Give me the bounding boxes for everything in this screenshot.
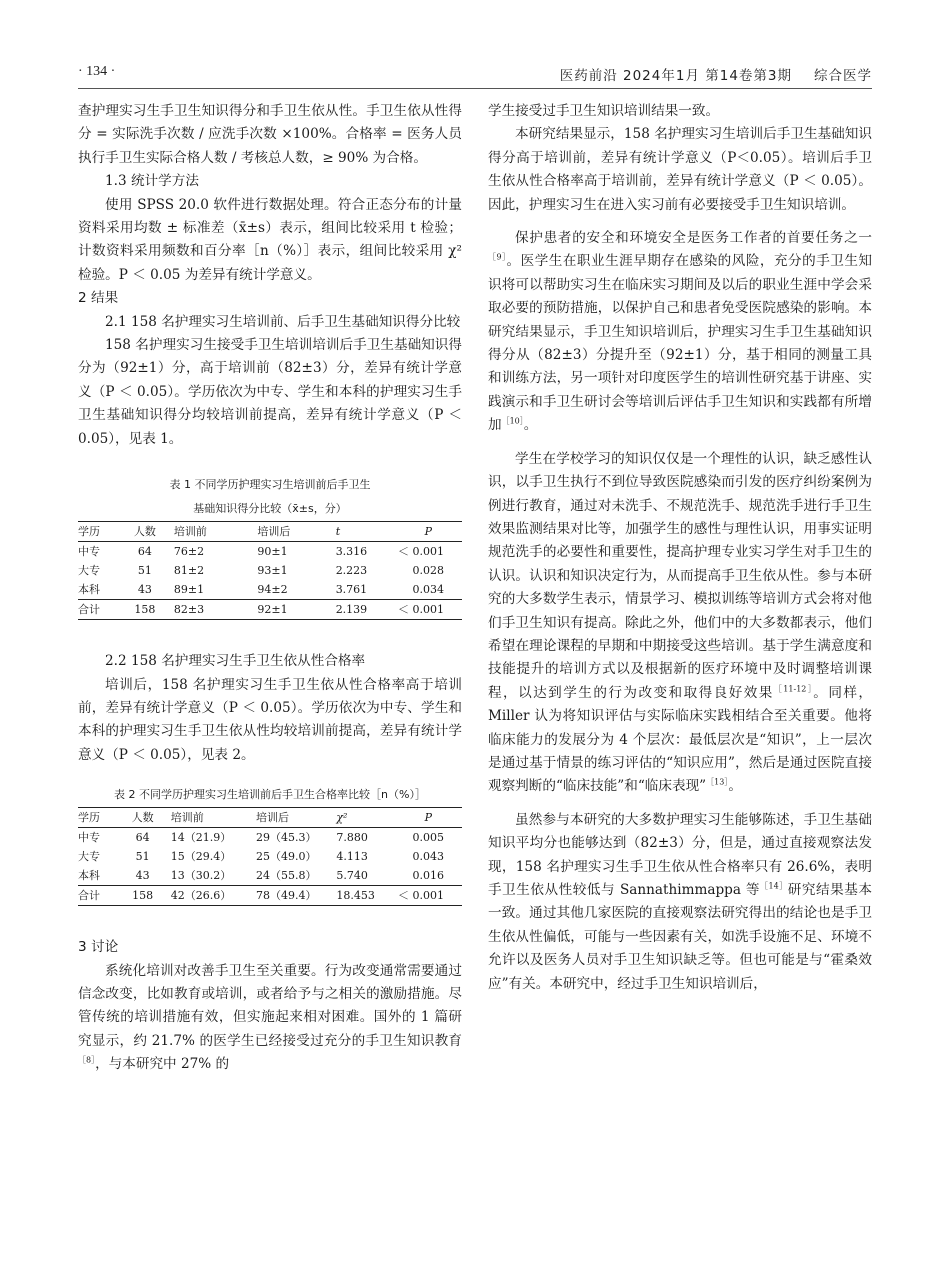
page-number: · 134 · bbox=[78, 64, 116, 79]
paragraph-discussion-2: 本研究结果显示，158 名护理实习生培训后手卫生基础知识得分高于培训前，差异有统计学意义（P＜0.05）。培训后手卫生依从性合格率高于培训前，差异有统计学意义（P ＜ 0.05）。因此，护理实习生在进入实习前有必要接受手卫生知识培训。 bbox=[488, 126, 872, 213]
table-header-cell: 培训前 bbox=[170, 811, 204, 825]
paragraph-discussion-5 bbox=[488, 809, 872, 996]
discussion-3-text-c: 。 bbox=[523, 417, 538, 434]
table-cell: 本科 bbox=[78, 869, 100, 883]
table-cell: 0.028 bbox=[412, 564, 444, 578]
table-cell: 本科 bbox=[78, 583, 100, 597]
table-cell: 158 bbox=[132, 889, 154, 903]
table-row bbox=[78, 580, 462, 600]
table-2 bbox=[78, 783, 462, 906]
paragraph-statistics: 使用 SPSS 20.0 软件进行数据处理。符合正态分布的计量资料采用均数 ± 标准差（x̄±s）表示，组间比较采用 t 检验；计数资料采用频数和百分率［n（%）］表示，组间比较采用 χ² 检验。P ＜ 0.05 为差异有统计学意义。 bbox=[78, 196, 462, 283]
paragraph-discussion-3 bbox=[488, 227, 872, 438]
citation-11-12: ［11-12］ bbox=[773, 684, 814, 694]
paragraph-discussion-4 bbox=[488, 448, 872, 799]
table-cell: 大专 bbox=[78, 850, 100, 864]
table-header-cell: 培训后 bbox=[255, 811, 289, 825]
table-cell: 158 bbox=[134, 603, 156, 617]
table-header-cell: χ² bbox=[336, 811, 348, 825]
table-cell: 43 bbox=[137, 583, 152, 597]
table-cell: 0.034 bbox=[412, 583, 444, 597]
citation-13: ［13］ bbox=[706, 777, 729, 787]
table-header-cell: P bbox=[424, 525, 432, 539]
table-header-cell: 培训后 bbox=[257, 525, 291, 539]
paragraph-results-2-2: 培训后，158 名护理实习生手卫生依从性合格率高于培训前，差异有统计学意义（P ＜ 0.05）。学历依次为中专、学生和本科的护理实习生手卫生依从性均较培训前提高，差异有统计学意义（P ＜ 0.05），见表 2。 bbox=[78, 676, 462, 763]
table-cell: 78（49.4） bbox=[255, 889, 317, 903]
table-cell: ＜ 0.001 bbox=[398, 545, 444, 559]
table-cell: 15（29.4） bbox=[170, 850, 232, 864]
paragraph-discussion-1 bbox=[78, 960, 462, 1077]
table-cell: 90±1 bbox=[257, 545, 288, 559]
table-cell: 89±1 bbox=[173, 583, 205, 597]
table-1-caption-line2: 基础知识得分比较（x̄±s，分） bbox=[193, 502, 347, 516]
heading-1-3: 1.3 统计学方法 bbox=[105, 173, 199, 190]
table-cell: 76±2 bbox=[173, 545, 205, 559]
paragraph-discussion-1-cont: 学生接受过手卫生知识培训结果一致。 bbox=[488, 103, 720, 119]
table-cell: 64 bbox=[137, 545, 152, 559]
discussion-3-text-a: 保护患者的安全和环境安全是医务工作者的首要任务之一 bbox=[515, 230, 872, 247]
table-cell: 25（49.0） bbox=[255, 850, 317, 864]
table-header-cell: 学历 bbox=[78, 525, 100, 539]
right-column bbox=[488, 100, 872, 996]
table-cell: 82±3 bbox=[173, 603, 205, 617]
table-cell: 24（55.8） bbox=[255, 869, 317, 883]
discussion-5-text-a: 虽然参与本研究的大多数护理实习生能够陈述，手卫生基础知识平均分也能够达到（82±3）分，但是，通过直接观察法发现，158 名护理实习生手卫生依从性合格率只有 26.6%，表明手卫生依从性较低与 Sannathimmappa 等 bbox=[488, 811, 872, 898]
discussion-4-text-c: 。 bbox=[728, 778, 742, 795]
table-cell: 中专 bbox=[78, 831, 100, 845]
discussion-4-text-b: 。同样，Miller 认为将知识评估与实际临床实践相结合至关重要。他将临床能力的发展分为 4 个层次：最低层次是“知识”，上一层次是通过基于情景的练习评估的“知识应用”，然后是通过医院直接观察判断的“临床技能”和“临床表现” bbox=[488, 684, 873, 795]
table-cell: 51 bbox=[137, 564, 152, 578]
table-header-cell: t bbox=[335, 525, 341, 539]
table-cell: 18.453 bbox=[336, 889, 375, 903]
table-cell: 94±2 bbox=[257, 583, 288, 597]
table-row bbox=[78, 561, 462, 580]
table-cell: 93±1 bbox=[257, 564, 288, 578]
table-cell: 81±2 bbox=[173, 564, 205, 578]
table-cell: ＜ 0.001 bbox=[398, 603, 444, 617]
table-1 bbox=[78, 473, 462, 620]
citation-14: ［14］ bbox=[759, 881, 788, 891]
table-header-cell: 培训前 bbox=[173, 525, 207, 539]
citation-8: ［8］ bbox=[78, 1055, 96, 1065]
table-cell: ＜ 0.001 bbox=[398, 889, 444, 903]
table-1-grid bbox=[78, 521, 462, 620]
table-header-cell: 人数 bbox=[131, 811, 154, 825]
table-header-cell: 学历 bbox=[78, 811, 100, 825]
table-header-row bbox=[78, 522, 462, 542]
table-cell: 0.005 bbox=[412, 831, 444, 845]
table-row-total bbox=[78, 886, 462, 906]
discussion-1-tail: ，与本研究中 27% 的 bbox=[95, 1056, 230, 1073]
table-row bbox=[78, 828, 462, 848]
discussion-1-text: 系统化培训对改善手卫生至关重要。行为改变通常需要通过信念改变，比如教育或培训，或者给予与之相关的激励措施。尽管传统的培训措施有效，但实施起来相对困难。国外的 1 篇研究显示，约 21.7% 的医学生已经接受过充分的手卫生知识教育 bbox=[78, 962, 462, 1049]
table-row bbox=[78, 847, 462, 866]
citation-9: ［9］ bbox=[488, 252, 507, 262]
table-cell: 92±1 bbox=[257, 603, 288, 617]
table-row bbox=[78, 866, 462, 886]
table-cell: 3.316 bbox=[335, 545, 368, 559]
discussion-3-text-b: 。医学生在职业生涯早期存在感染的风险，充分的手卫生知识将可以帮助实习生在临床实习期间及以后的职业生涯中学会采取必要的预防措施，以保护自己和患者免受医院感染的影响。本研究结果显示，手卫生知识培训后，护理实习生手卫生基础知识得分从（82±3）分提升至（92±1）分，基于相同的测量工具和训练方法，另一项针对印度医学生的培训性研究基于讲座、实践演示和手卫生研讨会等培训后评估手卫生知识和实践都有所增加 bbox=[488, 253, 873, 434]
heading-2-results: 2 结果 bbox=[78, 290, 119, 307]
table-cell: 中专 bbox=[78, 545, 100, 559]
table-cell: 0.016 bbox=[412, 869, 444, 883]
running-header bbox=[78, 62, 872, 86]
citation-10: ［10］ bbox=[501, 416, 524, 426]
table-cell: 7.880 bbox=[336, 831, 368, 845]
table-cell: 14（21.9） bbox=[170, 831, 232, 845]
discussion-4-text-a: 学生在学校学习的知识仅仅是一个理性的认识，缺乏感性认识，以手卫生执行不到位导致医院感染而引发的医疗纠纷案例为例进行教育，通过对未洗手、不规范洗手、规范洗手进行手卫生效果监测结果对比等，加强学生的感性与理性认识，用事实证明规范洗手的必要性和重要性，提高护理专业实习学生对手卫生的认识。认识和知识决定行为，从而提高手卫生依从性。参与本研究的大多数学生表示，情景学习、模拟训练等培训方式会将对他们手卫生知识有提高。除此之外，他们中的大多数都表示，他们希望在理论课程的早期和中期接受这些培训。基于学生满意度和技能提升的培训方式以及根据新的医疗环境中及时调整培训课程，以达到学生的行为改变和取得良好效果 bbox=[488, 450, 872, 701]
table-1-caption-line1: 表 1 不同学历护理实习生培训前后手卫生 bbox=[169, 478, 371, 492]
table-cell: 大专 bbox=[78, 564, 100, 578]
table-cell: 2.139 bbox=[335, 603, 368, 617]
heading-2-1: 2.1 158 名护理实习生培训前、后手卫生基础知识得分比较 bbox=[105, 313, 461, 330]
table-cell: 合计 bbox=[78, 889, 100, 903]
table-cell: 13（30.2） bbox=[170, 869, 232, 883]
table-cell: 51 bbox=[135, 850, 150, 864]
journal-info bbox=[560, 64, 872, 84]
paragraph-method-cont: 查护理实习生手卫生知识得分和手卫生依从性。手卫生依从性得分 = 实际洗手次数 / 应洗手次数 ×100%。合格率 = 医务人员执行手卫生实际合格人数 / 考核总人数，≥ 90% 为合格。 bbox=[78, 103, 462, 166]
heading-3-discussion: 3 讨论 bbox=[78, 939, 119, 956]
table-cell: 4.113 bbox=[336, 850, 368, 864]
table-header-cell: 人数 bbox=[133, 525, 156, 539]
paragraph-results-2-1: 158 名护理实习生接受手卫生培训培训后手卫生基础知识得分为（92±1）分，高于培训前（82±3）分，差异有统计学意义（P ＜ 0.05）。学历依次为中专、学生和本科的护理实习生手卫生基础知识得分均较培训前提高，差异有统计学意义（P ＜ 0.05），见表 1。 bbox=[78, 337, 462, 447]
journal-issue: 医药前沿 2024年1月 第14卷第3期 bbox=[559, 68, 792, 84]
table-cell: 3.761 bbox=[335, 583, 368, 597]
table-cell: 42（26.6） bbox=[170, 889, 232, 903]
discussion-5-text-b: 研究结果基本一致。通过其他几家医院的直接观察法研究得出的结论也是手卫生依从性偏低，可能与一些因素有关，如洗手设施不足、环境不允许以及医务人员对手卫生知识缺乏等。但也可能是与“霍桑效应”有关。本研究中，经过手卫生知识培训后， bbox=[488, 882, 872, 992]
table-row bbox=[78, 542, 462, 562]
heading-2-2: 2.2 158 名护理实习生手卫生依从性合格率 bbox=[105, 653, 366, 670]
table-2-grid bbox=[78, 807, 462, 906]
table-cell: 64 bbox=[135, 831, 150, 845]
table-cell: 29（45.3） bbox=[255, 831, 317, 845]
table-cell: 合计 bbox=[78, 603, 100, 617]
table-2-caption: 表 2 不同学历护理实习生培训前后手卫生合格率比较［n（%）］ bbox=[114, 788, 426, 802]
table-cell: 2.223 bbox=[335, 564, 368, 578]
table-header-cell: P bbox=[424, 811, 432, 825]
table-cell: 43 bbox=[135, 869, 150, 883]
header-rule bbox=[78, 88, 872, 89]
left-column bbox=[78, 100, 462, 1077]
table-cell: 0.043 bbox=[412, 850, 444, 864]
table-cell: 5.740 bbox=[336, 869, 368, 883]
table-header-row bbox=[78, 808, 462, 828]
table-row-total bbox=[78, 600, 462, 620]
section-name: 综合医学 bbox=[814, 68, 872, 84]
